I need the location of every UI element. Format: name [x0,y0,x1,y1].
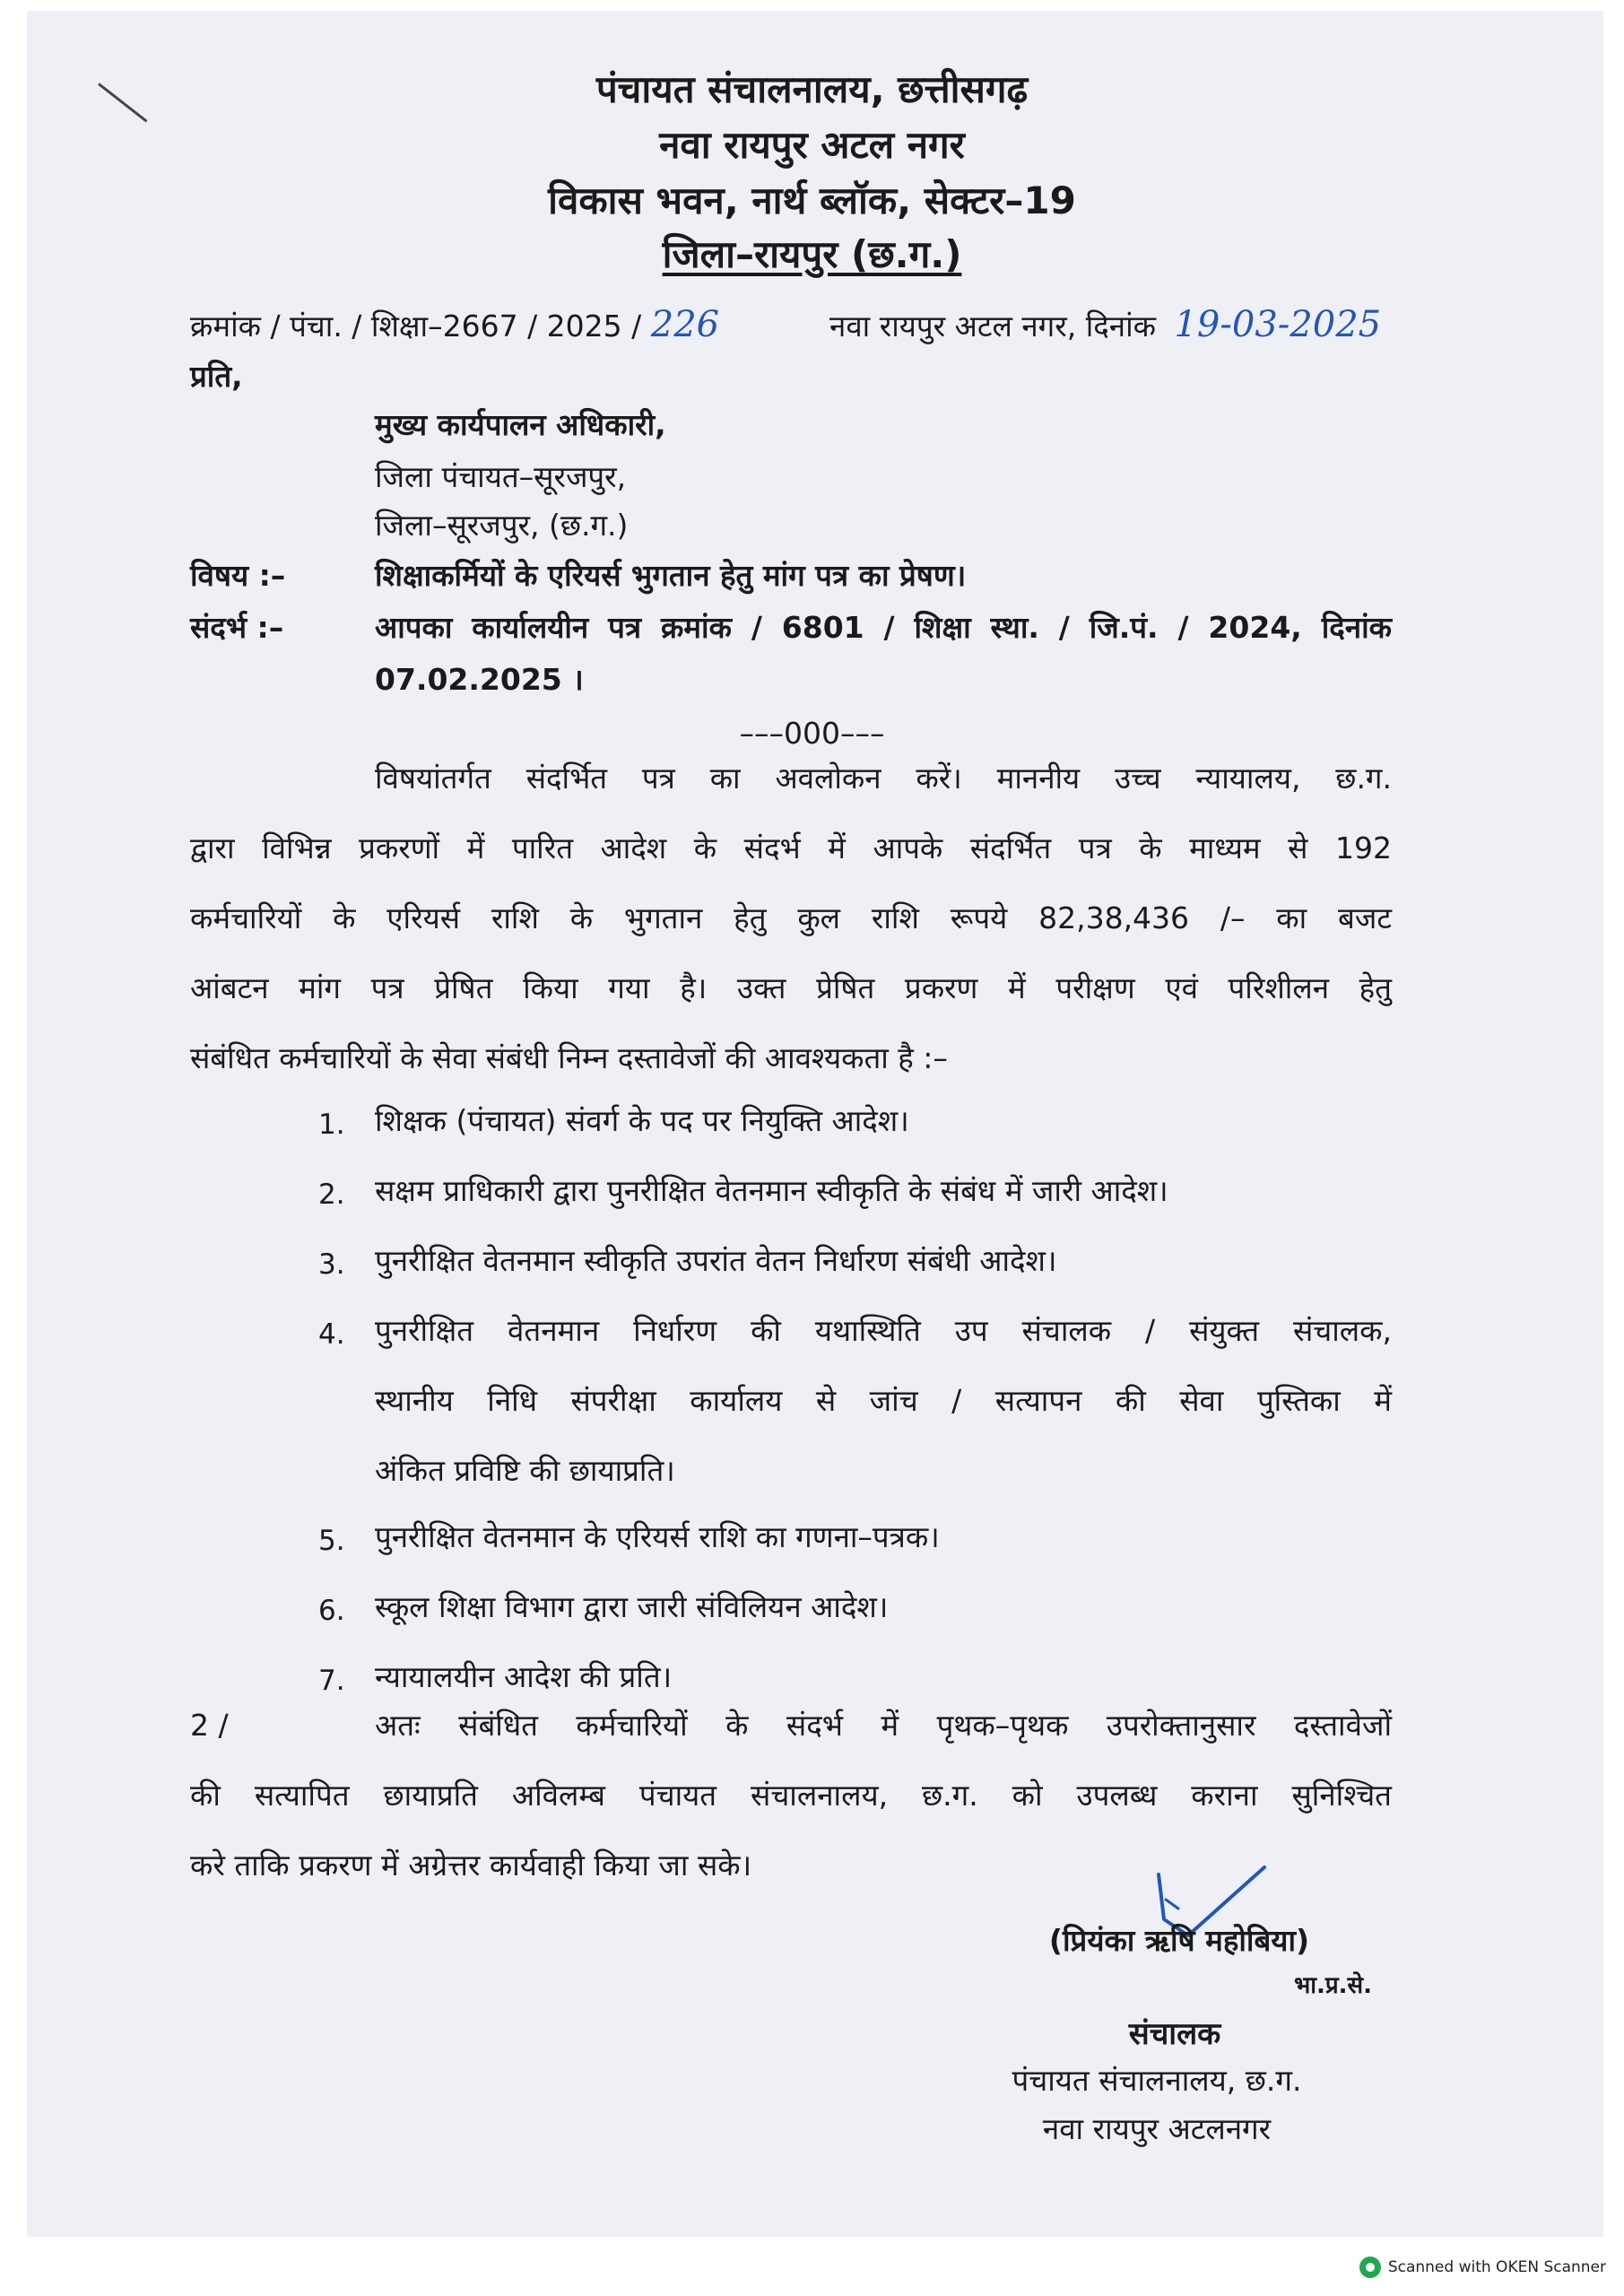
signatory-office: पंचायत संचालनालय, छ.ग. [1012,2063,1302,2098]
subject-label: विषय :– [190,558,286,593]
paragraph-1-line-4: आंबटन मांग पत्र प्रेषित किया गया है। उक्त प्रेषित प्रकरण में परीक्षण एवं परिशीलन हेतु [190,970,1392,1005]
list-number: 3. [318,1248,345,1281]
to-label: प्रति, [190,359,243,394]
letterhead-line-4 [0,228,1624,282]
list-item: शिक्षक (पंचायत) संवर्ग के पद पर नियुक्ति आदेश। [375,1103,909,1138]
signatory-title: संचालक [1128,2016,1221,2052]
reference-text-line-1: आपका कार्यालयीन पत्र क्रमांक / 6801 / शिक्षा स्था. / जि.पं. / 2024, दिनांक [375,610,1392,645]
letterhead-district: जिला–रायपुर (छ.ग.) [662,232,962,276]
list-number: 1. [318,1109,345,1141]
date-handwritten: 19-03-2025 [1174,304,1382,345]
list-item: न्यायालयीन आदेश की प्रति। [375,1659,673,1694]
list-number: 2. [318,1178,345,1211]
scanner-watermark-text: Scanned with OKEN Scanner [1387,2258,1606,2276]
paragraph-1-line-1: विषयांतर्गत संदर्भित पत्र का अवलोकन करें। माननीय उच्च न्यायालय, छ.ग. [375,761,1392,796]
scanner-logo-icon [1359,2257,1381,2278]
recipient-designation: मुख्य कार्यपालन अधिकारी, [375,407,666,442]
letterhead-line-1: पंचायत संचालनालय, छत्तीसगढ़ [595,67,1029,111]
paragraph-1-line-3: कर्मचारियों के एरियर्स राशि के भुगतान हेतु कुल राशि रूपये 82,38,436 /– का बजट [190,900,1392,935]
list-item: स्कूल शिक्षा विभाग द्वारा जारी संविलियन आदेश। [375,1589,889,1624]
paragraph-2-marker: 2 / [190,1708,229,1743]
list-number: 4. [318,1318,345,1351]
paragraph-1-line-5: संबंधित कर्मचारियों के सेवा संबंधी निम्न दस्तावेजों की आवश्यकता है :– [190,1040,948,1075]
list-item: पुनरीक्षित वेतनमान स्वीकृति उपरांत वेतन निर्धारण संबंधी आदेश। [375,1243,1057,1278]
letterhead-line-3: विकास भवन, नार्थ ब्लॉक, सेक्टर–19 [548,178,1076,222]
list-item-continuation: अंकित प्रविष्टि की छायाप्रति। [375,1453,675,1488]
reference-text-line-2: 07.02.2025 । [375,662,584,697]
paragraph-2-line-3: करे ताकि प्रकरण में अग्रेत्तर कार्यवाही किया जा सके। [190,1848,752,1883]
list-item-continuation: स्थानीय निधि संपरीक्षा कार्यालय से जांच / सत्यापन की सेवा पुस्तिका में [375,1383,1392,1418]
list-number: 7. [318,1665,345,1697]
signatory-place: नवा रायपुर अटलनगर [1042,2111,1272,2146]
letter-number [190,305,719,346]
place-date [829,305,1381,346]
paragraph-1-line-2: द्वारा विभिन्न प्रकरणों में पारित आदेश के संदर्भ में आपके संदर्भित पत्र के माध्यम से 192 [190,831,1392,865]
separator: –––000––– [739,716,885,751]
signatory-name: (प्रियंका ऋषि महोबिया) [1048,1923,1310,1958]
list-item: पुनरीक्षित वेतनमान के एरियर्स राशि का गणना–पत्रक। [375,1519,940,1554]
recipient-office: जिला पंचायत–सूरजपुर, [375,459,627,494]
list-item: सक्षम प्राधिकारी द्वारा पुनरीक्षित वेतनमान स्वीकृति के संबंध में जारी आदेश। [375,1173,1168,1208]
list-item: पुनरीक्षित वेतनमान निर्धारण की यथास्थिति उप संचालक / संयुक्त संचालक, [375,1313,1392,1348]
list-number: 5. [318,1525,345,1557]
letter-number-printed: क्रमांक / पंचा. / शिक्षा–2667 / 2025 / [190,309,642,344]
list-number: 6. [318,1595,345,1627]
recipient-district: जिला–सूरजपुर, (छ.ग.) [375,508,629,543]
paragraph-2-line-2: की सत्यापित छायाप्रति अविलम्ब पंचायत संचालनालय, छ.ग. को उपलब्ध कराना सुनिश्चित [190,1778,1392,1813]
letterhead-line-2: नवा रायपुर अटल नगर [659,123,965,167]
place-date-label: नवा रायपुर अटल नगर, दिनांक [829,309,1156,344]
subject-text: शिक्षाकर्मियों के एरियर्स भुगतान हेतु मांग पत्र का प्रेषण। [375,558,967,593]
paragraph-2-line-1: अतः संबंधित कर्मचारियों के संदर्भ में पृथक–पृथक उपरोक्तानुसार दस्तावेजों [375,1708,1392,1743]
signatory-service: भा.प्र.से. [1293,1972,1372,1999]
reference-label: संदर्भ :– [190,610,284,645]
letter-number-handwritten: 226 [650,304,720,345]
scanner-watermark [1359,2249,1606,2285]
